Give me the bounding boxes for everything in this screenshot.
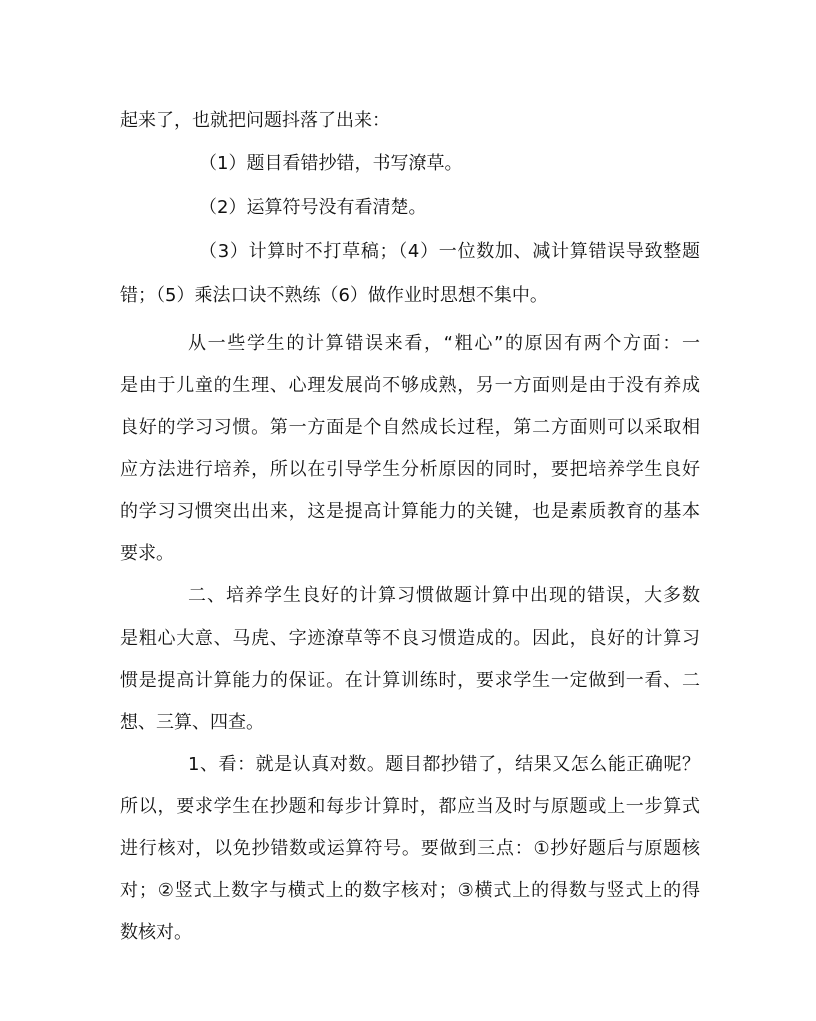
text-line-2: （1）题目看错抄错，书写潦草。 [199, 153, 463, 174]
text-line-6: 从一些学生的计算错误来看，“粗心”的原因有两个方面：一 [188, 333, 700, 354]
text-line-13: 是粗心大意、马虎、字迹潦草等不良习惯造成的。因此，良好的计算习 [120, 628, 700, 649]
text-line-14: 惯是提高计算能力的保证。在计算训练时，要求学生一定做到一看、二 [120, 670, 700, 691]
text-line-9: 应方法进行培养，所以在引导学生分析原因的同时，要把培养学生良好 [120, 459, 700, 480]
text-line-19: 对；②竖式上数字与横式上的数字核对；③横式上的得数与竖式上的得 [120, 880, 700, 901]
text-line-20: 数核对。 [120, 922, 192, 943]
text-line-15: 想、三算、四查。 [120, 712, 264, 733]
text-line-12: 二、培养学生良好的计算习惯做题计算中出现的错误，大多数 [188, 585, 700, 606]
text-line-10: 的学习习惯突出出来，这是提高计算能力的关键，也是素质教育的基本 [120, 501, 700, 522]
text-line-7: 是由于儿童的生理、心理发展尚不够成熟，另一方面则是由于没有养成 [120, 375, 700, 396]
text-line-17: 所以，要求学生在抄题和每步计算时，都应当及时与原题或上一步算式 [120, 796, 700, 817]
text-line-8: 良好的学习习惯。第一方面是个自然成长过程，第二方面则可以采取相 [120, 417, 700, 438]
text-line-4: （3）计算时不打草稿；（4）一位数加、减计算错误导致整题 [199, 241, 700, 262]
text-line-11: 要求。 [120, 543, 174, 564]
text-line-3: （2）运算符号没有看清楚。 [199, 197, 427, 218]
text-line-16: 1、看：就是认真对数。题目都抄错了，结果又怎么能正确呢？ [188, 754, 700, 775]
text-line-1: 起来了，也就把问题抖落了出来： [120, 110, 390, 131]
text-line-5: 错；（5）乘法口诀不熟练（6）做作业时思想不集中。 [120, 285, 548, 306]
text-line-18: 进行核对，以免抄错数或运算符号。要做到三点：①抄好题后与原题核 [120, 838, 700, 859]
